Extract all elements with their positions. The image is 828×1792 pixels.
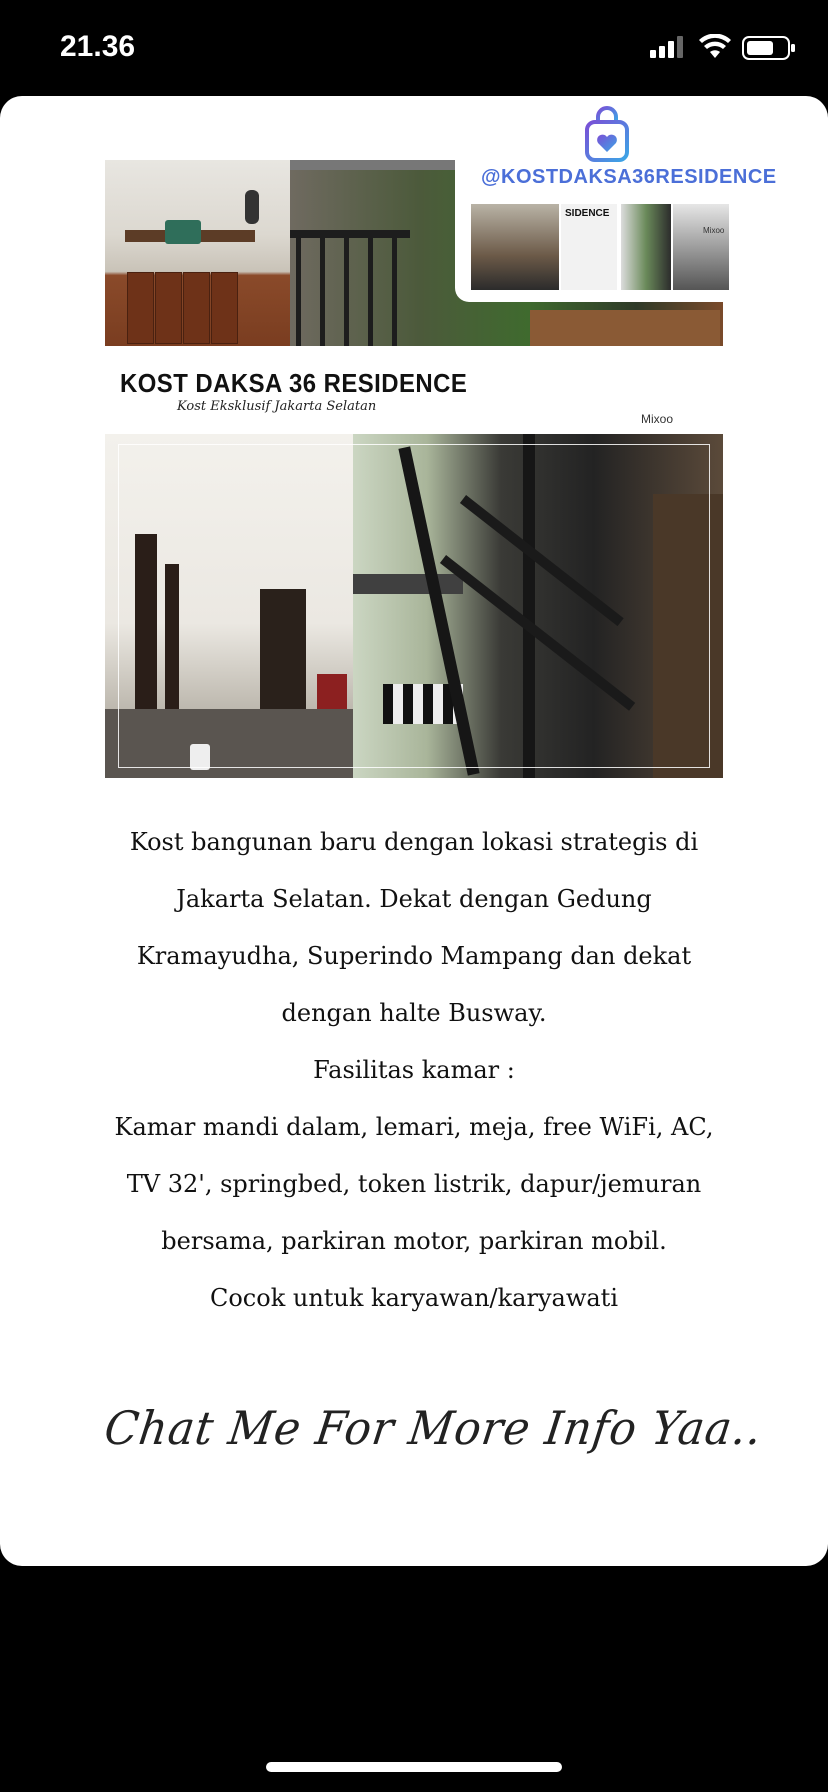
battery-icon (742, 36, 796, 60)
instagram-preview-card[interactable] (455, 98, 777, 302)
description-line: Jakarta Selatan. Dekat dengan Gedung (176, 885, 652, 913)
thumbnail-caption: SIDENCE (565, 208, 610, 219)
brand-subtitle: Kost Eksklusif Jakarta Selatan (177, 399, 377, 414)
description-line: dengan halte Busway. (281, 999, 547, 1027)
story-card (0, 96, 828, 1566)
instagram-handle: @KOSTDAKSA36RESIDENCE (481, 166, 777, 188)
kitchen-photo (105, 160, 290, 346)
description-line: Fasilitas kamar : (313, 1056, 515, 1084)
call-to-action-text: Chat Me For More Info Yaa.. (101, 1401, 766, 1455)
photo-frame (118, 444, 710, 768)
brand-title: KOST DAKSA 36 RESIDENCE (120, 368, 468, 398)
status-bar (0, 0, 828, 96)
thumbnail-image (673, 204, 729, 290)
description-line: Cocok untuk karyawan/karyawati (209, 1284, 618, 1312)
description-line: Kramayudha, Superindo Mampang dan dekat (136, 942, 692, 970)
watermark-label: Mixoo (641, 412, 674, 426)
description-text (92, 814, 736, 1327)
cellular-signal-icon (650, 36, 684, 58)
home-indicator[interactable] (266, 1762, 562, 1772)
thumbnail-image (621, 204, 671, 290)
status-time: 21.36 (60, 30, 136, 63)
description-line: Kamar mandi dalam, lemari, meja, free WiFi, AC, (114, 1113, 714, 1141)
thumbnail-image (471, 204, 559, 290)
wifi-icon (698, 34, 732, 60)
description-line: TV 32', springbed, token listrik, dapur/jemuran (126, 1170, 702, 1198)
description-line: Kost bangunan baru dengan lokasi strategis di (129, 828, 699, 856)
shopping-bag-heart-icon (584, 106, 630, 162)
description-line: bersama, parkiran motor, parkiran mobil. (161, 1227, 667, 1255)
thumbnail-watermark: Mixoo (703, 226, 725, 235)
